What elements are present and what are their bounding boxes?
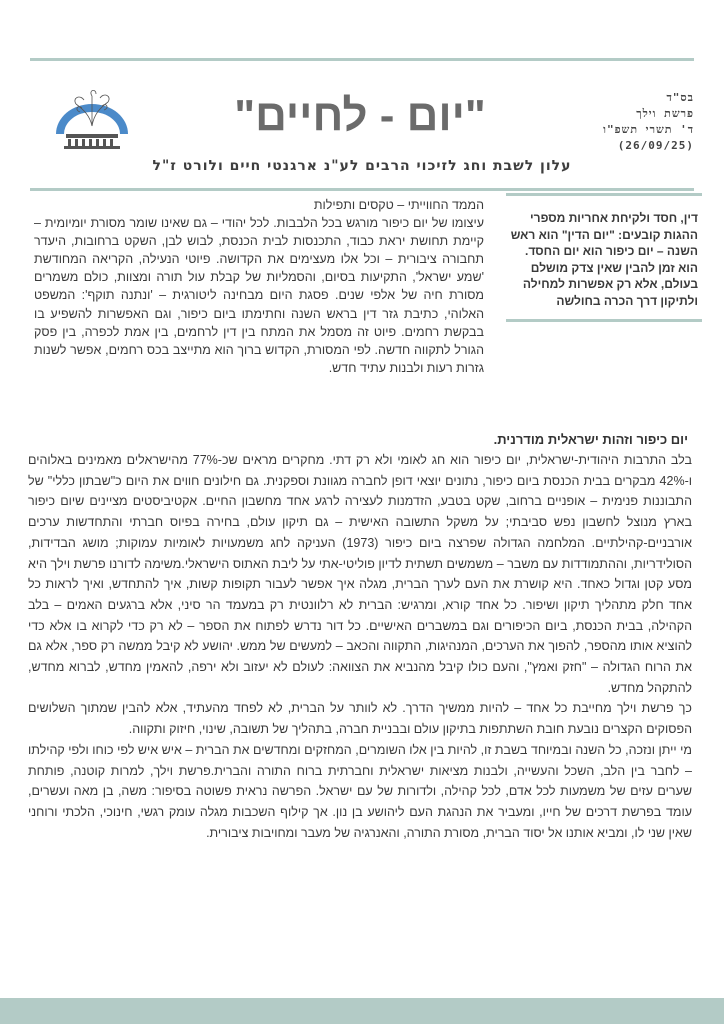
footer-band	[0, 998, 724, 1024]
parasha-label: פרשת וילך	[636, 107, 694, 120]
top-rule	[30, 58, 694, 61]
article-paragraph: מי ייתן ונזכה, כל השנה ובמיוחד בשבת זו, להיות בין אלו השומרים, המחזקים ומחדשים את הברית – איש איש לפי כוחו ולפי קהילתו – לחבר בין הלב, השכל והעשייה, ולבנות מציאות ישראלית וחברתית ברוח התורה והברית.פרשת וילך, למרות קוטנה, פותחת שערים עזים של משמעות לכל אדם, לכל קהילה, ולדורות של עם ישראל. הפרשה נראית פשוטה בסיפור: משה, בן מאה ועשרים, עומד בפרשת דרכים של חייו, ומעביר את הנהגת העם ליהושע בן נון. אך קילוף השכבות מגלה עומק רגשי, חינוכי, הלכתי ורוחני שאין שני לו, ומביא אותנו אל יסוד הברית, מסורת התורה, והאנרגיה של מעבר ומחויבות ציבורית.	[28, 742, 692, 840]
newsletter-title: "יום - לחיים"	[234, 91, 486, 140]
intro-body: עיצומו של יום כיפור מורגש בכל הלבבות. לכל יהודי – גם שאינו שומר מסורת יומיומית – קיימת תחושת יראת כבוד, התכנסות לבית הכנסת, לבוש לבן, השקט ברחובות, היעדר תחבורה ציבורית – וכל אלו מעצימים את הקדושה. פיוטי הנעילה, הקריאה המחודשת 'שמע ישראל', התקיעות בסיום, והסמליות של קבלת עול תורה ומצוות, כולם משמרים מסורת חיה של אלפי שנים. פסגת היום מבחינה ליטורגית – 'ונתנה תוקף': המשפט האלוהי, כתיבת גזר דין בראש השנה וחתימתו ביום כיפור, וגם האפשרות להשפיע בו בבקשת רחמים. פיוט זה מסמל את המתח בין דין לרחמים, בין אמת לכפרה, בין פסק הגורל לתקווה חדשה. לפי המסורת, הקדוש ברוך הוא מתייצב בכס רחמים, אפשר לשנות גזרות רעות ולבנות עתיד חדש.	[34, 216, 484, 375]
intro-heading: הממד החווייתי – טקסים ותפילות	[313, 198, 484, 212]
intro-section	[34, 196, 484, 377]
logo-icon	[52, 86, 132, 152]
bsd-label: בס"ד	[666, 91, 694, 104]
section-heading: יום כיפור וזהות ישראלית מודרנית.	[493, 432, 688, 447]
header-meta	[544, 90, 694, 154]
newsletter-subtitle: עלון לשבת וחג לזיכוי הרבים לע"נ ארגנטי חיים ולורט ז"ל	[152, 158, 572, 174]
sidebar-quote-box: דין, חסד ולקיחת אחריות מספרי ההגות קובעים: "יום הדין" הוא ראש השנה – יום כיפור הוא יום החסד. הוא זמן להבין שאין צדק מושלם בעולם, אלא רק אפשרות למחילה ולתיקון דרך הכרה בחולשה	[506, 193, 702, 322]
hebrew-date: ד' תשרי תשפ"ו	[603, 123, 694, 136]
main-article	[28, 450, 692, 843]
article-paragraph: כך פרשת וילך מחייבת כל אחד – להיות ממשיך הדרך. לא לוותר על הברית, לא לפחד מהעתיד, אלא להבין שמתוך השלושים הפסוקים הקצרים נובעת חובת השתתפות בתיקון עולם ובבניית חברה, בתהליך של תשובה, שינוי, חיזוק ותקווה.	[28, 701, 692, 737]
article-paragraph: בלב התרבות היהודית-ישראלית, יום כיפור הוא חג לאומי ולא רק דתי. מחקרים מראים שכ-77% מהישראלים מאמינים באלוהים ו-42% מבקרים בבית הכנסת ביום כיפור, נתונים יוצאי דופן לחברה מגוונת וספקנית. גם חילונים חווים את היום כ"שבתון כללי" של התבוננות פנימית – אופניים ברחוב, שקט בטבע, הזדמנות לעצירה לרגע אחד מחשבון החיים. אקטיביסטים מציינים שיום כיפור בארץ מנוצל לחשבון נפש סביבתי; על משקל התשובה האישית – גם תיקון עולם, בחירה בפיוס חברתי והתחדשות ערכים אורבניים-קהילתיים. המלחמה הגדולה שפרצה ביום כיפור (1973) העניקה לחג משמעויות לאומיות עמוקות; מושג הבדידות, הסולידריות, וההתמודדות עם משבר – משמשים תשתית לדיון פוליטי-אתי על ליבת האתוס הישראלי.משימה לדורנו פרשת וילך היא מסע קטן וגדול כאחד. היא קושרת את העם לערך הברית, מגלה איך אפשר לעבור תקופות קשות, איך להתחדש, ואיך לראות כל אחד חלק מתהליך תיקון ושיפור. כל אחד קורא, ומרגיש: הברית לא רלוונטית רק במעמד הר סיני, אלא ברגעים האמים – בלב הקהילה, בבית הכנסת, ביום הכיפורים וגם במשברים האישיים. כל דור נדרש לפתוח את הספר – לא רק כדי לקרוא בו אלא כדי להוציא אותו מהספר, להפוך את הערכים, המנהיגות, התקווה והכאב – למעשים של ממש. יהושע לא קיבל ממשה רק ספר, אלא גם את הרוח הגדולה – "חזק ואמץ", והעם כולו קיבל מהנביא את הצוואה: לעולם לא יעזוב ולא ירפה, להאמין מחדש, לברוא מחדש, להתקהל מחדש.	[28, 453, 692, 695]
header-divider	[30, 188, 694, 191]
gregorian-date: (26/09/25)	[617, 139, 694, 152]
